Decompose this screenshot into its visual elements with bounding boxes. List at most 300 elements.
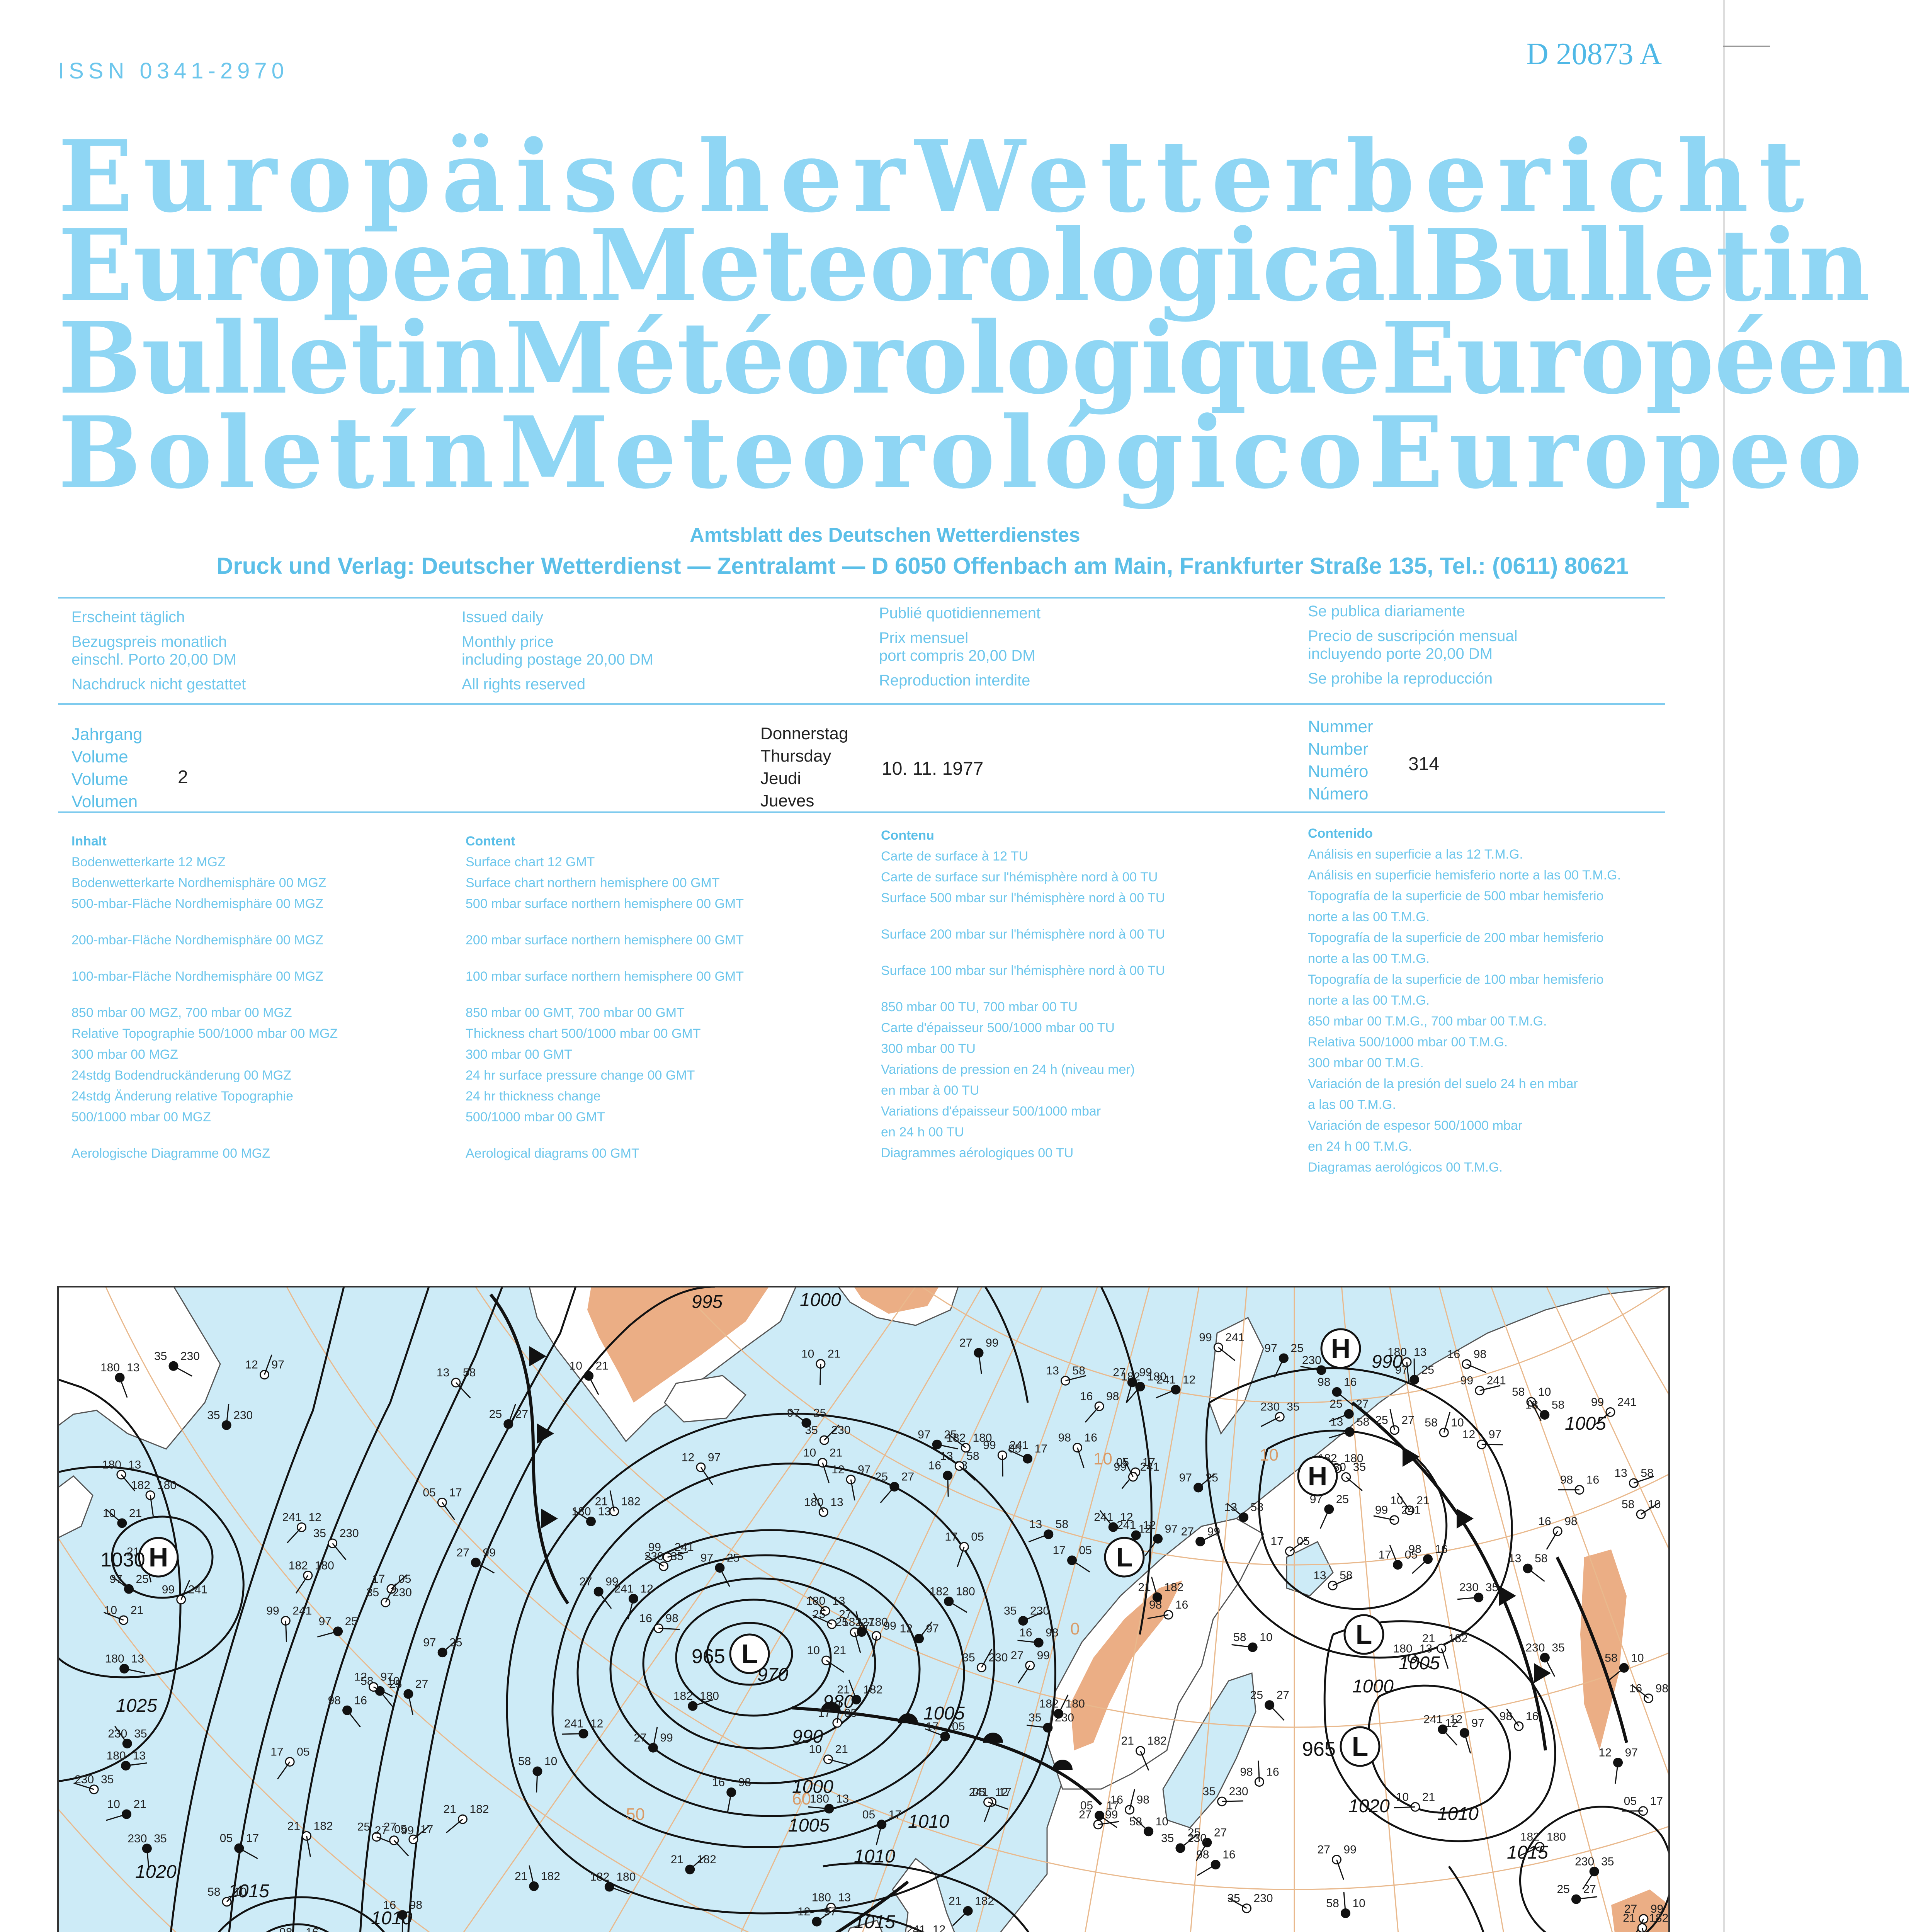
station-circle: [169, 1362, 178, 1370]
station-circle: [123, 1739, 131, 1748]
station-value: 21: [837, 1683, 850, 1696]
station-value: 241: [1156, 1373, 1176, 1386]
centre-letter: H: [148, 1542, 168, 1572]
station-value: 241: [1401, 1503, 1421, 1517]
station-circle: [1153, 1593, 1161, 1602]
station-value: 180: [1387, 1346, 1407, 1359]
station-value: 05: [423, 1486, 436, 1499]
station-value: 21: [949, 1895, 962, 1908]
station-value: 27: [1214, 1826, 1227, 1839]
station-value: 230: [1326, 1461, 1346, 1474]
station-value: 10: [104, 1604, 117, 1617]
contents-item: Surface 100 mbar sur l'hémisphère nord à 00 TU: [881, 963, 1165, 978]
station-value: 98: [409, 1898, 423, 1912]
station-value: 35: [207, 1409, 220, 1422]
station-value: 16: [1222, 1848, 1236, 1861]
station-value: 58: [1425, 1416, 1438, 1429]
station-value: 21: [287, 1820, 300, 1833]
station-value: 230: [1229, 1785, 1248, 1798]
station-value: 241: [1094, 1511, 1114, 1524]
station-value: [279, 1926, 292, 1932]
station-value: 182: [697, 1853, 716, 1866]
station-value: 16: [1080, 1390, 1093, 1403]
station-value: 241: [292, 1604, 312, 1617]
contents-item: 100 mbar surface northern hemisphere 00 GMT: [466, 969, 744, 984]
station-value: 230: [1260, 1400, 1280, 1413]
station-value: 05: [1079, 1544, 1092, 1557]
station-value: 16: [712, 1776, 725, 1789]
station-value: 98: [1046, 1626, 1059, 1639]
station-value: 21: [1422, 1791, 1435, 1804]
contents-item: a las 00 T.M.G.: [1308, 1097, 1396, 1112]
station-value: 17: [1052, 1544, 1066, 1557]
station-circle: [381, 1598, 390, 1607]
station-value: 13: [1029, 1518, 1042, 1531]
centre-value: 1030: [100, 1549, 145, 1571]
station-value: 180: [105, 1652, 124, 1665]
volume-value: 2: [178, 767, 188, 787]
station-value: 25: [875, 1470, 888, 1483]
station-value: 58: [1129, 1815, 1143, 1828]
station-circle: [629, 1594, 638, 1603]
graticule-label: 0: [1070, 1619, 1080, 1638]
station-value: 12: [1449, 1713, 1463, 1726]
station-circle: [1285, 1547, 1294, 1556]
station-value: 99: [648, 1541, 661, 1554]
weekday: Donnerstag: [760, 724, 848, 743]
station-circle: [304, 1571, 312, 1580]
isobar-label: 990: [1372, 1352, 1403, 1372]
station-value: 58: [207, 1885, 221, 1898]
info-line: incluyendo porte 20,00 DM: [1308, 645, 1493, 662]
station-value: 13: [1224, 1501, 1238, 1514]
station-value: 12: [995, 1786, 1008, 1799]
station-circle: [824, 1755, 832, 1764]
station-value: 230: [392, 1586, 412, 1599]
contents-heading: Content: [466, 834, 515, 849]
station-value: 12: [831, 1463, 845, 1476]
station-value: 16: [1019, 1626, 1032, 1639]
station-value: 98: [1136, 1793, 1149, 1806]
station-value: 16: [383, 1898, 396, 1912]
station-value: 97: [1179, 1471, 1192, 1484]
contents-heading: Contenido: [1308, 826, 1373, 841]
station-value: 10: [1155, 1815, 1169, 1828]
contents-item: Análisis en superficie a las 12 T.M.G.: [1308, 847, 1523, 862]
station-value: 21: [829, 1446, 843, 1459]
station-value: 182: [842, 1616, 862, 1629]
station-value: 05: [219, 1832, 233, 1845]
station-value: 180: [1147, 1370, 1166, 1383]
station-value: 180: [699, 1690, 719, 1703]
station-value: 230: [1525, 1641, 1545, 1654]
station-value: 35: [1028, 1711, 1042, 1725]
station-circle: [1462, 1360, 1471, 1368]
graticule-label: 10: [1093, 1449, 1112, 1468]
isobar-label: 1005: [1565, 1413, 1606, 1434]
wind-barb: [820, 1364, 821, 1385]
number-label: Numéro: [1308, 762, 1369, 781]
station-value: 98: [328, 1694, 341, 1707]
contents-item: Variations d'épaisseur 500/1000 mbar: [881, 1104, 1101, 1119]
station-value: 35: [1601, 1855, 1614, 1868]
station-value: 99: [1460, 1374, 1474, 1387]
station-value: 25: [944, 1428, 957, 1441]
station-value: 17: [1106, 1799, 1120, 1812]
station-value: 182: [288, 1559, 308, 1572]
station-value: 21: [835, 1743, 848, 1756]
info-line: Issued daily: [462, 609, 544, 626]
centre-letter: L: [1355, 1619, 1372, 1650]
station-circle: [404, 1690, 413, 1698]
station-value: 05: [297, 1745, 310, 1759]
station-value: 21: [827, 1347, 841, 1361]
station-value: 182: [1164, 1581, 1184, 1594]
title-word: Meteorological: [589, 208, 1423, 323]
station-value: 98: [1149, 1599, 1162, 1612]
station-value: 12: [590, 1717, 604, 1730]
isobar-label: 1000: [800, 1290, 841, 1310]
title-word: Bulletin: [1423, 208, 1870, 323]
station-value: 10: [234, 1885, 247, 1898]
contents-heading: Contenu: [881, 828, 934, 843]
station-value: 99: [483, 1546, 496, 1559]
station-value: 241: [1486, 1374, 1506, 1387]
station-value: 13: [1330, 1415, 1343, 1429]
contents-item: 200-mbar-Fläche Nordhemisphäre 00 MGZ: [71, 933, 323, 947]
station-value: 230: [75, 1773, 94, 1786]
station-value: 230: [339, 1527, 359, 1540]
contents-spanish: [1308, 823, 1621, 1178]
station-value: 21: [514, 1870, 528, 1883]
station-value: 25: [1557, 1883, 1570, 1896]
info-line: Se publica diariamente: [1308, 603, 1465, 620]
station-value: 230: [1187, 1832, 1207, 1845]
isobar-label: 1010: [908, 1811, 949, 1832]
station-value: 182: [946, 1431, 966, 1444]
station-value: 25: [357, 1820, 371, 1833]
station-circle: [1540, 1653, 1549, 1662]
station-circle: [90, 1785, 98, 1794]
station-value: 182: [541, 1870, 560, 1883]
station-value: 35: [1353, 1461, 1366, 1474]
contents-item: [466, 914, 744, 930]
isobar-label: 1015: [228, 1881, 269, 1901]
station-circle: [1553, 1527, 1562, 1536]
station-value: 99: [986, 1337, 999, 1350]
station-value: 25: [345, 1615, 358, 1628]
divider-2: [58, 703, 1665, 705]
station-value: 241: [188, 1583, 207, 1596]
station-value: 10: [102, 1507, 116, 1520]
station-value: 16: [1175, 1599, 1188, 1612]
station-value: 05: [862, 1808, 876, 1821]
divider-3: [58, 811, 1665, 813]
surface-weather-map: [58, 1287, 1669, 1932]
station-value: 27: [862, 1616, 875, 1629]
station-value: 230: [128, 1832, 147, 1845]
station-value: 182: [1649, 1912, 1669, 1925]
station-value: 241: [1140, 1461, 1160, 1474]
station-value: 21: [129, 1507, 142, 1520]
station-value: 241: [674, 1541, 694, 1554]
station-value: 10: [803, 1446, 816, 1459]
contents-item: [466, 951, 744, 966]
station-value: 98: [1560, 1473, 1573, 1486]
station-value: 180: [1065, 1697, 1085, 1711]
station-circle: [1394, 1561, 1402, 1569]
station-value: 180: [1393, 1642, 1413, 1655]
station-value: 27: [1276, 1689, 1290, 1702]
station-value: 05: [1297, 1535, 1310, 1548]
contents-item: norte a las 00 T.M.G.: [1308, 910, 1430, 924]
station-value: 25: [449, 1636, 462, 1649]
station-value: 230: [1054, 1711, 1074, 1725]
station-value: 27: [1401, 1413, 1415, 1427]
station-value: 182: [1147, 1735, 1167, 1748]
info-line: Prix mensuel: [879, 629, 969, 646]
station-value: 230: [108, 1727, 128, 1740]
station-value: 05: [844, 1706, 857, 1719]
station-value: 27: [959, 1337, 973, 1350]
station-circle: [977, 1663, 986, 1672]
station-value: 180: [616, 1870, 636, 1883]
centre-letter: L: [741, 1639, 758, 1669]
contents-item: [881, 908, 1165, 924]
contents-item: Diagramas aerológicos 00 T.M.G.: [1308, 1160, 1503, 1175]
graticule-label: 60: [792, 1789, 811, 1808]
station-value: 10: [387, 1675, 400, 1688]
contents-item: Variación de la presión del suelo 24 h en mbar: [1308, 1077, 1578, 1091]
contents-item: Carte de surface à 12 TU: [881, 849, 1029, 864]
station-value: 27: [383, 1820, 397, 1833]
station-value: 98: [1655, 1682, 1669, 1695]
station-value: 13: [436, 1366, 450, 1379]
station-value: 180: [973, 1431, 992, 1444]
station-value: 21: [670, 1853, 684, 1866]
station-value: 98: [1318, 1376, 1331, 1389]
station-value: 21: [126, 1545, 140, 1558]
isobar-label: 1005: [788, 1815, 830, 1836]
station-value: 99: [983, 1439, 996, 1452]
station-value: 99: [605, 1575, 619, 1588]
station-value: 10: [107, 1798, 120, 1811]
station-value: 182: [975, 1895, 995, 1908]
station-value: 97: [380, 1670, 394, 1684]
contents-item: Surface 500 mbar sur l'hémisphère nord à 00 TU: [881, 891, 1165, 905]
contents-item: 24stdg Bodendruckänderung 00 MGZ: [71, 1068, 291, 1083]
station-value: 13: [832, 1595, 845, 1608]
number-label: Number: [1308, 740, 1369, 759]
title-word: Europäischer: [58, 119, 915, 235]
page-corner-mark: [1723, 46, 1770, 47]
station-value: 97: [109, 1573, 122, 1586]
station-value: 97: [1625, 1746, 1638, 1759]
info-line: Publié quotidiennement: [879, 605, 1041, 622]
station-value: 35: [1552, 1641, 1565, 1654]
info-line: including postage 20,00 DM: [462, 651, 653, 668]
isobar-label: 1025: [116, 1696, 157, 1716]
title-word: Wetterbericht: [915, 119, 1814, 235]
station-value: 27: [1356, 1398, 1369, 1411]
station-value: 13: [131, 1652, 145, 1665]
station-circle: [819, 1508, 828, 1516]
station-value: 27: [839, 1608, 852, 1621]
station-value: 16: [354, 1694, 367, 1707]
station-value: 27: [1624, 1903, 1637, 1916]
contents-item: Relativa 500/1000 mbar 00 T.M.G.: [1308, 1035, 1508, 1049]
station-value: 27: [634, 1731, 647, 1745]
station-value: 97: [823, 1905, 837, 1918]
station-value: 21: [133, 1798, 146, 1811]
station-value: 182: [929, 1585, 949, 1598]
wind-barb: [1482, 1444, 1503, 1445]
station-value: 182: [469, 1803, 489, 1816]
station-value: 182: [590, 1870, 610, 1883]
station-value: 58: [1605, 1651, 1618, 1665]
station-value: 58: [518, 1755, 531, 1768]
info-line: Se prohibe la reproducción: [1308, 670, 1493, 687]
centre-letter: H: [1331, 1333, 1351, 1364]
station-value: 58: [1233, 1631, 1246, 1644]
issue-number: 314: [1408, 754, 1440, 774]
contents-item: [881, 945, 1165, 960]
contents-item: Topografía de la superficie de 200 mbar hemisferio: [1308, 930, 1604, 945]
station-value: 13: [127, 1361, 140, 1374]
station-value: 27: [1079, 1808, 1092, 1821]
station-value: 17: [420, 1823, 434, 1836]
station-value: 10: [801, 1347, 814, 1361]
info-col-french: [879, 601, 1041, 693]
station-value: 12: [1462, 1428, 1476, 1441]
contents-item: norte a las 00 T.M.G.: [1308, 993, 1430, 1008]
station-value: 05: [972, 1786, 985, 1799]
station-value: 12: [1182, 1373, 1196, 1386]
station-value: 182: [621, 1495, 641, 1508]
contents-heading: Inhalt: [71, 834, 107, 849]
station-value: 17: [818, 1706, 831, 1719]
contents-item: [71, 914, 338, 930]
issn-number: ISSN 0341-2970: [58, 58, 289, 83]
station-value: 97: [787, 1406, 800, 1420]
contents-item: Topografía de la superficie de 100 mbar hemisferio: [1308, 972, 1604, 987]
title-word: Bulletin: [58, 301, 505, 416]
station-value: 05: [1008, 1442, 1021, 1456]
isobar-label: 1020: [1348, 1796, 1390, 1816]
station-value: 35: [1161, 1832, 1174, 1845]
station-value: 58: [1511, 1386, 1525, 1399]
volume-label: Volumen: [71, 792, 138, 811]
station-value: 58: [1535, 1552, 1548, 1565]
station-value: 180: [100, 1361, 120, 1374]
station-value: 230: [988, 1651, 1008, 1664]
station-value: 35: [1202, 1785, 1216, 1798]
station-value: 27: [1181, 1525, 1194, 1538]
station-value: 12: [1445, 1716, 1458, 1730]
station-value: 230: [180, 1350, 200, 1363]
station-value: 58: [1551, 1398, 1565, 1412]
station-circle: [235, 1844, 243, 1852]
station-value: 13: [1614, 1467, 1627, 1480]
station-value: 180: [809, 1792, 829, 1805]
contents-item: 500-mbar-Fläche Nordhemisphäre 00 MGZ: [71, 896, 323, 911]
contents-item: 500 mbar surface northern hemisphere 00 GMT: [466, 896, 744, 911]
station-value: 180: [102, 1458, 121, 1471]
contents-item: Bodenwetterkarte Nordhemisphäre 00 MGZ: [71, 876, 326, 890]
station-value: 12: [354, 1670, 367, 1684]
station-value: 21: [1121, 1735, 1134, 1748]
station-value: 97: [1395, 1363, 1408, 1376]
station-value: 10: [807, 1644, 820, 1657]
divider-1: [58, 597, 1665, 599]
station-circle: [689, 1702, 697, 1710]
station-value: 25: [136, 1573, 149, 1586]
isobar-label: 980: [823, 1692, 854, 1712]
isobar-label: 1010: [371, 1908, 412, 1929]
station-value: 05: [952, 1720, 965, 1733]
title-spanish: [58, 395, 1868, 511]
station-value: 16: [1586, 1473, 1600, 1486]
station-circle: [1345, 1410, 1353, 1418]
high-pressure-centre: [1321, 1329, 1360, 1368]
station-value: 98: [665, 1612, 678, 1625]
station-value: 35: [1004, 1604, 1017, 1617]
station-value: 99: [883, 1619, 896, 1633]
station-value: 99: [1199, 1331, 1212, 1344]
station-value: 241: [564, 1717, 584, 1730]
station-value: 58: [1250, 1501, 1264, 1514]
station-value: 05: [1116, 1456, 1129, 1469]
contents-item: Aerological diagrams 00 GMT: [466, 1146, 639, 1161]
station-value: 230: [1253, 1892, 1273, 1905]
station-value: 16: [1525, 1710, 1539, 1723]
station-value: 98: [1499, 1710, 1513, 1723]
station-value: 16: [1110, 1793, 1123, 1806]
isobar-label: 995: [692, 1292, 723, 1312]
station-value: 16: [1344, 1376, 1357, 1389]
station-value: 25: [813, 1406, 826, 1420]
station-value: 241: [1225, 1331, 1245, 1344]
info-line: Nachdruck nicht gestattet: [71, 676, 246, 693]
station-circle: [960, 1543, 968, 1551]
station-value: 12: [1120, 1511, 1133, 1524]
volume-label: Volume: [71, 747, 128, 766]
title-word: Boletín: [58, 395, 500, 511]
station-value: 16: [1447, 1348, 1460, 1361]
info-line: Erscheint täglich: [71, 609, 185, 626]
station-value: 241: [906, 1923, 926, 1932]
contents-item: Topografía de la superficie de 500 mbar hemisferio: [1308, 889, 1604, 903]
isobar-label: 1015: [1507, 1842, 1548, 1863]
station-value: 58: [360, 1675, 374, 1688]
centre-letter: H: [1307, 1461, 1328, 1491]
contents-item: 300 mbar 00 T.M.G.: [1308, 1056, 1424, 1070]
station-circle: [1211, 1861, 1220, 1869]
station-circle: [828, 1620, 836, 1628]
station-value: 182: [1039, 1697, 1059, 1711]
contents-item: [881, 981, 1165, 997]
contents-item: Análisis en superficie hemisferio norte a las 00 T.M.G.: [1308, 868, 1621, 883]
station-circle: [1024, 1454, 1032, 1463]
station-value: 13: [1413, 1346, 1427, 1359]
station-value: 97: [1309, 1493, 1323, 1506]
station-circle: [941, 1732, 949, 1741]
station-circle: [1638, 1923, 1646, 1932]
station-value: 10: [1352, 1897, 1365, 1910]
station-value: 99: [1207, 1525, 1221, 1538]
station-value: 182: [1448, 1632, 1468, 1645]
contents-item: 850 mbar 00 T.M.G., 700 mbar 00 T.M.G.: [1308, 1014, 1547, 1029]
